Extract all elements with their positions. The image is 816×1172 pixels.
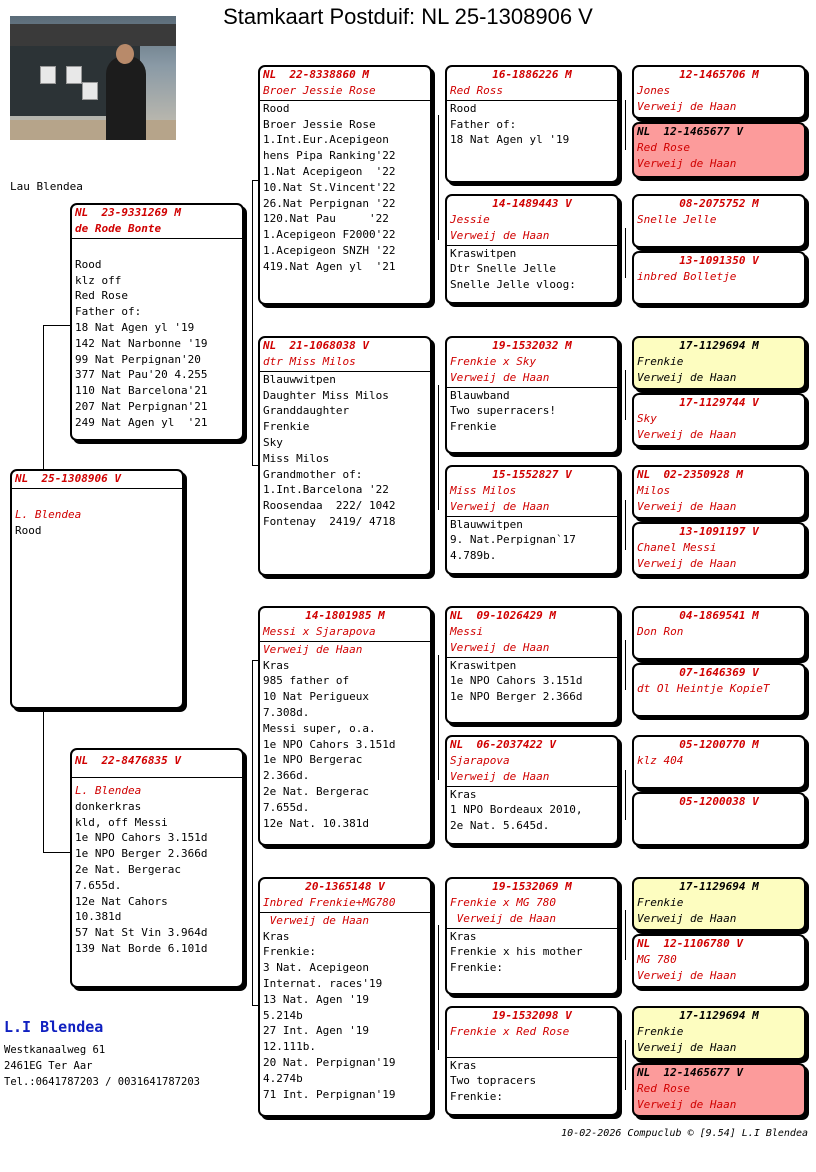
ss-name: Broer Jessie Rose <box>263 83 376 97</box>
g3-card <box>445 877 619 995</box>
g4-line: Frenkie <box>637 895 684 909</box>
g4-card <box>632 663 806 717</box>
owner-street: Westkanaalweg 61 <box>4 1044 106 1056</box>
dam-line: 1e NPO Cahors 3.151d <box>75 831 208 845</box>
ss-line: Broer Jessie Rose <box>263 117 376 131</box>
g4-card <box>632 465 806 519</box>
sire-line: 377 Nat Pau'20 4.255 <box>75 368 208 382</box>
g4-line: Verweij de Haan <box>637 99 737 113</box>
ds-line: Messi super, o.a. <box>263 721 376 735</box>
g4-line: Chanel Messi <box>637 540 717 554</box>
g3-card <box>445 194 619 304</box>
g4-line: dt Ol Heintje KopieT <box>637 681 770 695</box>
g3-name: Messi <box>450 624 484 638</box>
ss-line: 1.Acepigeon F2000'22 <box>263 228 396 242</box>
sire-name: de Rode Bonte <box>75 221 162 235</box>
sd-line: Sky <box>263 435 283 449</box>
g3-ring: 19-1532032 M <box>492 339 572 352</box>
g4-line: Red Rose <box>637 140 690 154</box>
g3-card <box>445 65 619 183</box>
g4-line: Verweij de Haan <box>637 1040 737 1054</box>
dd-line: 4.274b <box>263 1071 303 1085</box>
dd-line: Frenkie: <box>263 945 316 959</box>
dd-name: Inbred Frenkie+MG780 <box>263 895 396 909</box>
g3-ring: 16-1886226 M <box>492 68 572 81</box>
dd-line: 12.111b. <box>263 1040 316 1054</box>
dd-line: 27 Int. Agen '19 <box>263 1024 369 1038</box>
dd-card <box>258 877 432 1117</box>
g3-breeder: Verweij de Haan <box>450 769 550 783</box>
sd-ring: NL 21-1068038 V <box>263 339 369 352</box>
sd-line: Blauwwitpen <box>263 372 336 386</box>
g4-ring: 04-1869541 M <box>679 609 759 622</box>
sd-line: Daughter Miss Milos <box>263 388 389 402</box>
g3-line: Frenkie x his mother <box>450 945 583 959</box>
g4-line: Verweij de Haan <box>637 427 737 441</box>
g3-line: 18 Nat Agen yl '19 <box>450 133 570 147</box>
g4-card <box>632 194 806 248</box>
g4-line: inbred Bolletje <box>637 269 737 283</box>
g4-line: MG 780 <box>637 952 677 966</box>
g3-line: Two topracers <box>450 1074 537 1088</box>
dam-breeder: L. Blendea <box>75 784 142 797</box>
g3-line: Kras <box>450 787 477 801</box>
dam-line: 139 Nat Borde 6.101d <box>75 941 208 955</box>
g3-line: Kraswitpen <box>450 658 517 672</box>
sire-line: klz off <box>75 273 122 287</box>
g3-name: Frenkie x MG 780 <box>450 895 556 909</box>
g3-card <box>445 465 619 575</box>
g4-card <box>632 735 806 789</box>
sd-line: Granddaughter <box>263 404 350 418</box>
dam-line: 1e NPO Berger 2.366d <box>75 847 208 861</box>
g3-breeder: Verweij de Haan <box>450 640 550 654</box>
g4-card <box>632 522 806 576</box>
dd-line: 5.214b <box>263 1008 303 1022</box>
ss-line: 1.Int.Eur.Acepigeon <box>263 133 389 147</box>
g3-line: 1e NPO Cahors 3.151d <box>450 674 583 688</box>
dam-line: kld, off Messi <box>75 815 168 829</box>
g3-line: 1 NPO Bordeaux 2010, <box>450 803 583 817</box>
dd-line: Kras <box>263 929 290 943</box>
sire-line: Rood <box>75 257 102 271</box>
dd-line: 71 Int. Perpignan'19 <box>263 1087 396 1101</box>
g4-line: Verweij de Haan <box>637 370 737 384</box>
g3-line: Snelle Jelle vloog: <box>450 278 576 292</box>
dam-line: 7.655d. <box>75 878 122 892</box>
g4-line: Frenkie <box>637 1024 684 1038</box>
ss-card <box>258 65 432 305</box>
owner-city: 2461EG Ter Aar <box>4 1060 93 1072</box>
g3-line: 9. Nat.Perpignan`17 <box>450 533 576 547</box>
g4-line: Verweij de Haan <box>637 968 737 982</box>
g3-line: 1e NPO Berger 2.366d <box>450 690 583 704</box>
sd-line: 1.Int.Barcelona '22 <box>263 483 389 497</box>
sire-line: 142 Nat Narbonne '19 <box>75 336 208 350</box>
subject-ring: NL 25-1308906 V <box>15 472 121 485</box>
g3-ring: 14-1489443 V <box>492 197 572 210</box>
g4-card <box>632 251 806 305</box>
dd-ring: 20-1365148 V <box>305 880 385 893</box>
sire-line: 207 Nat Perpignan'21 <box>75 399 208 413</box>
owner-label: Lau Blendea <box>10 180 83 193</box>
g3-line: Kraswitpen <box>450 246 517 260</box>
g4-card-highlight <box>632 1063 806 1117</box>
sd-card <box>258 336 432 576</box>
g4-line: Verweij de Haan <box>637 556 737 570</box>
g4-ring: 05-1200038 V <box>679 795 759 808</box>
g4-card <box>632 393 806 447</box>
g4-card <box>632 792 806 846</box>
ds-ring: 14-1801985 M <box>305 609 385 622</box>
g3-name: Sjarapova <box>450 753 510 767</box>
sire-line: 18 Nat Agen yl '19 <box>75 320 195 334</box>
sd-name: dtr Miss Milos <box>263 354 356 368</box>
g4-line: Verweij de Haan <box>637 499 737 513</box>
ds-line: Kras <box>263 658 290 672</box>
g3-card <box>445 606 619 724</box>
g4-card <box>632 65 806 119</box>
g4-ring: 13-1091350 V <box>679 254 759 267</box>
g4-ring: NL 12-1465677 V <box>637 1066 743 1079</box>
subject-breeder: L. Blendea <box>15 508 82 521</box>
g3-line: Rood <box>450 101 477 115</box>
g3-name: Jessie <box>450 212 490 226</box>
sd-line: Roosendaa 222/ 1042 <box>263 499 396 513</box>
sire-card <box>70 203 244 441</box>
footer: 10-02-2026 Compuclub © [9.54] L.I Blendea <box>561 1128 808 1139</box>
g3-name: Frenkie x Sky <box>450 354 537 368</box>
g4-ring: 05-1200770 M <box>679 738 759 751</box>
g3-line: Dtr Snelle Jelle <box>450 262 556 276</box>
g4-ring: NL 12-1465677 V <box>637 125 743 138</box>
ds-breeder: Verweij de Haan <box>263 642 363 656</box>
g4-line: Verweij de Haan <box>637 911 737 925</box>
ds-line: 1e NPO Bergerac <box>263 753 363 767</box>
g3-name: Red Ross <box>450 83 503 97</box>
g3-card <box>445 735 619 845</box>
dd-line: Internat. races'19 <box>263 976 383 990</box>
subject-color: Rood <box>15 523 42 537</box>
sd-line: Miss Milos <box>263 451 330 465</box>
g4-line: Sky <box>637 411 657 425</box>
g4-line: Don Ron <box>637 624 684 638</box>
g3-card <box>445 336 619 454</box>
g4-card-highlight <box>632 336 806 390</box>
g3-line: Kras <box>450 1058 477 1072</box>
g3-line: Kras <box>450 929 477 943</box>
g3-line: Frenkie: <box>450 1090 503 1104</box>
ss-line: 10.Nat St.Vincent'22 <box>263 180 396 194</box>
sire-ring: NL 23-9331269 M <box>75 206 181 219</box>
g4-ring: 08-2075752 M <box>679 197 759 210</box>
g4-ring: 17-1129694 M <box>679 339 759 352</box>
g3-line: Two superracers! <box>450 404 556 418</box>
ds-line: 1e NPO Cahors 3.151d <box>263 737 396 751</box>
ss-line: 120.Nat Pau '22 <box>263 212 389 226</box>
g4-line: Milos <box>637 483 671 497</box>
ds-line: 7.655d. <box>263 800 310 814</box>
ss-line: hens Pipa Ranking'22 <box>263 149 396 163</box>
g4-ring: 07-1646369 V <box>679 666 759 679</box>
dam-ring: NL 22-8476835 V <box>75 754 181 767</box>
sire-line: 249 Nat Agen yl '21 <box>75 415 208 429</box>
sd-line: Grandmother of: <box>263 467 363 481</box>
g4-ring: 17-1129744 V <box>679 396 759 409</box>
dam-line: 10.381d <box>75 910 122 924</box>
g3-breeder: Verweij de Haan <box>450 911 556 925</box>
dam-line: 12e Nat Cahors <box>75 894 168 908</box>
ss-line: 1.Nat Acepigeon '22 <box>263 164 396 178</box>
dam-line: donkerkras <box>75 799 142 813</box>
owner-phone: Tel.:0641787203 / 0031641787203 <box>4 1076 200 1088</box>
g4-card-highlight <box>632 122 806 178</box>
ds-line: 12e Nat. 10.381d <box>263 816 369 830</box>
g4-ring: 12-1465706 M <box>679 68 759 81</box>
g4-ring: 17-1129694 M <box>679 880 759 893</box>
g3-line: Blauwwitpen <box>450 517 523 531</box>
ds-line: 2e Nat. Bergerac <box>263 784 369 798</box>
dd-line: 20 Nat. Perpignan'19 <box>263 1055 396 1069</box>
g4-card <box>632 606 806 660</box>
ds-line: 7.308d. <box>263 705 310 719</box>
subject-card <box>10 469 184 709</box>
g3-line: 4.789b. <box>450 549 497 563</box>
sire-line: 99 Nat Perpignan'20 <box>75 352 201 366</box>
g4-line: Verweij de Haan <box>637 1097 737 1111</box>
g4-line: Red Rose <box>637 1081 690 1095</box>
g3-name: Miss Milos <box>450 483 517 497</box>
dd-breeder: Verweij de Haan <box>263 913 369 927</box>
g4-card-highlight <box>632 1006 806 1060</box>
g3-breeder: Verweij de Haan <box>450 499 550 513</box>
sire-line: Father of: <box>75 305 142 319</box>
g3-breeder: Verweij de Haan <box>450 370 550 384</box>
g3-line: Father of: <box>450 117 517 131</box>
sd-line: Frenkie <box>263 420 310 434</box>
g4-ring: NL 12-1106780 V <box>637 937 743 950</box>
ds-line: 985 father of <box>263 674 350 688</box>
g3-card <box>445 1006 619 1116</box>
g3-ring: 19-1532069 M <box>492 880 572 893</box>
g4-ring: 13-1091197 V <box>679 525 759 538</box>
dam-line: 2e Nat. Bergerac <box>75 862 181 876</box>
g3-line: Frenkie <box>450 420 497 434</box>
page-title: Stamkaart Postduif: NL 25-1308906 V <box>223 4 593 29</box>
g3-line: 2e Nat. 5.645d. <box>450 819 550 833</box>
g4-line: klz 404 <box>637 753 684 767</box>
g4-line: Jones <box>637 83 671 97</box>
dd-line: 3 Nat. Acepigeon <box>263 961 369 975</box>
ss-line: 419.Nat Agen yl '21 <box>263 259 396 273</box>
ds-line: 2.366d. <box>263 769 310 783</box>
g4-ring: 17-1129694 M <box>679 1009 759 1022</box>
sire-line: 110 Nat Barcelona'21 <box>75 384 208 398</box>
g4-ring: NL 02-2350928 M <box>637 468 743 481</box>
dam-line: 57 Nat St Vin 3.964d <box>75 926 208 940</box>
owner-photo <box>10 16 176 140</box>
g3-name: Frenkie x Red Rose <box>450 1024 570 1038</box>
g3-ring: NL 09-1026429 M <box>450 609 556 622</box>
dd-line: 13 Nat. Agen '19 <box>263 992 369 1006</box>
ss-line: 1.Acepigeon SNZH '22 <box>263 243 396 257</box>
g4-line: Snelle Jelle <box>637 212 717 226</box>
ss-line: 26.Nat Perpignan '22 <box>263 196 396 210</box>
g3-line: Blauwband <box>450 388 510 402</box>
g4-line: Frenkie <box>637 354 684 368</box>
sire-line: Red Rose <box>75 289 128 303</box>
g4-line: Verweij de Haan <box>637 156 737 170</box>
ss-ring: NL 22-8338860 M <box>263 68 369 81</box>
g3-ring: 19-1532098 V <box>492 1009 572 1022</box>
g4-card-highlight <box>632 877 806 931</box>
g3-line: Frenkie: <box>450 961 503 975</box>
ss-line: Rood <box>263 101 290 115</box>
dam-card <box>70 748 244 988</box>
g3-ring: NL 06-2037422 V <box>450 738 556 751</box>
g3-breeder: Verweij de Haan <box>450 228 550 242</box>
owner-name: L.I Blendea <box>4 1018 104 1036</box>
ds-line: 10 Nat Perigueux <box>263 690 369 704</box>
g4-card <box>632 934 806 988</box>
ds-name: Messi x Sjarapova <box>263 624 376 638</box>
g3-ring: 15-1552827 V <box>492 468 572 481</box>
sd-line: Fontenay 2419/ 4718 <box>263 514 396 528</box>
ds-card <box>258 606 432 846</box>
